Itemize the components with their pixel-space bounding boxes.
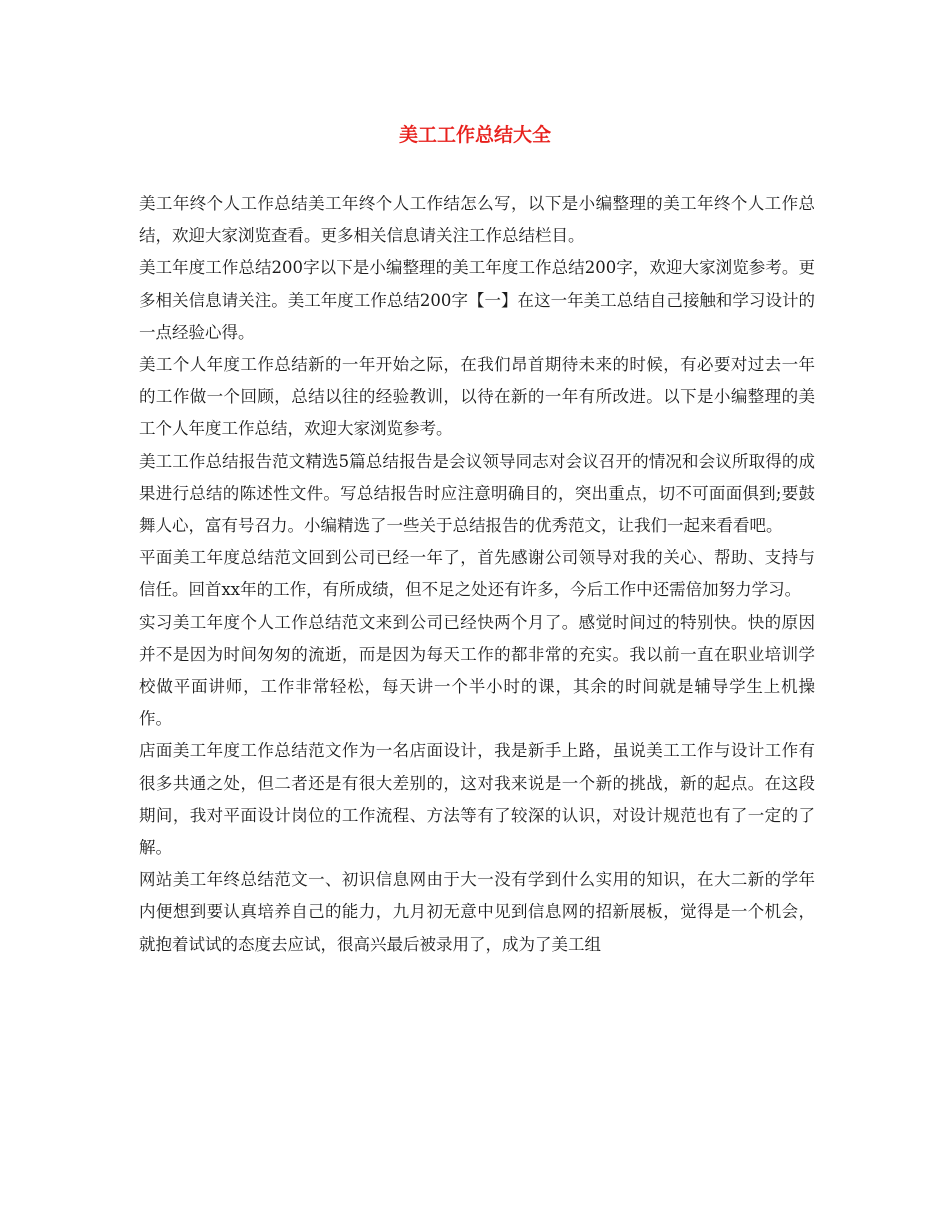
document-title: 美工工作总结大全 — [398, 124, 551, 146]
paragraph: 美工工作总结报告范文精选5篇总结报告是会议领导同志对会议召开的情况和会议所取得的成果进行总结的陈述性文件。写总结报告时应注意明确目的，突出重点，切不可面面俱到;要鼓舞人心，富有号召力。小编精选了一些关于总结报告的优秀范文，让我们一起来看看吧。 — [139, 451, 815, 536]
paragraph: 平面美工年度总结范文回到公司已经一年了，首先感谢公司领导对我的关心、帮助、支持与信任。回首xx年的工作，有所成绩，但不足之处还有许多，今后工作中还需倍加努力学习。 — [139, 548, 815, 600]
paragraph: 美工年终个人工作总结美工年终个人工作结怎么写，以下是小编整理的美工年终个人工作总结，欢迎大家浏览查看。更多相关信息请关注工作总结栏目。 — [139, 194, 815, 246]
paragraph: 美工年度工作总结200字以下是小编整理的美工年度工作总结200字，欢迎大家浏览参考。更多相关信息请关注。美工年度工作总结200字【一】在这一年美工总结自己接触和学习设计的一点经验心得。 — [139, 258, 815, 342]
paragraph: 网站美工年终总结范文一、初识信息网由于大一没有学到什么实用的知识，在大二新的学年内便想到要认真培养自己的能力，九月初无意中见到信息网的招新展板，觉得是一个机会，就抱着试试的态度去应试，很高兴最后被录用了，成为了美工组 — [139, 870, 815, 954]
paragraph: 店面美工年度工作总结范文作为一名店面设计，我是新手上路，虽说美工工作与设计工作有很多共通之处，但二者还是有很大差别的，这对我来说是一个新的挑战，新的起点。在这段期间，我对平面设计岗位的工作流程、方法等有了较深的认识，对设计规范也有了一定的了解。 — [139, 741, 815, 858]
paragraph: 实习美工年度个人工作总结范文来到公司已经快两个月了。感觉时间过的特别快。快的原因并不是因为时间匆匆的流逝，而是因为每天工作的都非常的充实。我以前一直在职业培训学校做平面讲师，工作非常轻松，每天讲一个半小时的课，其余的时间就是辅导学生上机操作。 — [139, 612, 815, 729]
paragraph: 美工个人年度工作总结新的一年开始之际，在我们昂首期待未来的时候，有必要对过去一年的工作做一个回顾，总结以往的经验教训，以待在新的一年有所改进。以下是小编整理的美工个人年度工作总结，欢迎大家浏览参考。 — [139, 355, 815, 439]
document-body — [139, 188, 815, 961]
